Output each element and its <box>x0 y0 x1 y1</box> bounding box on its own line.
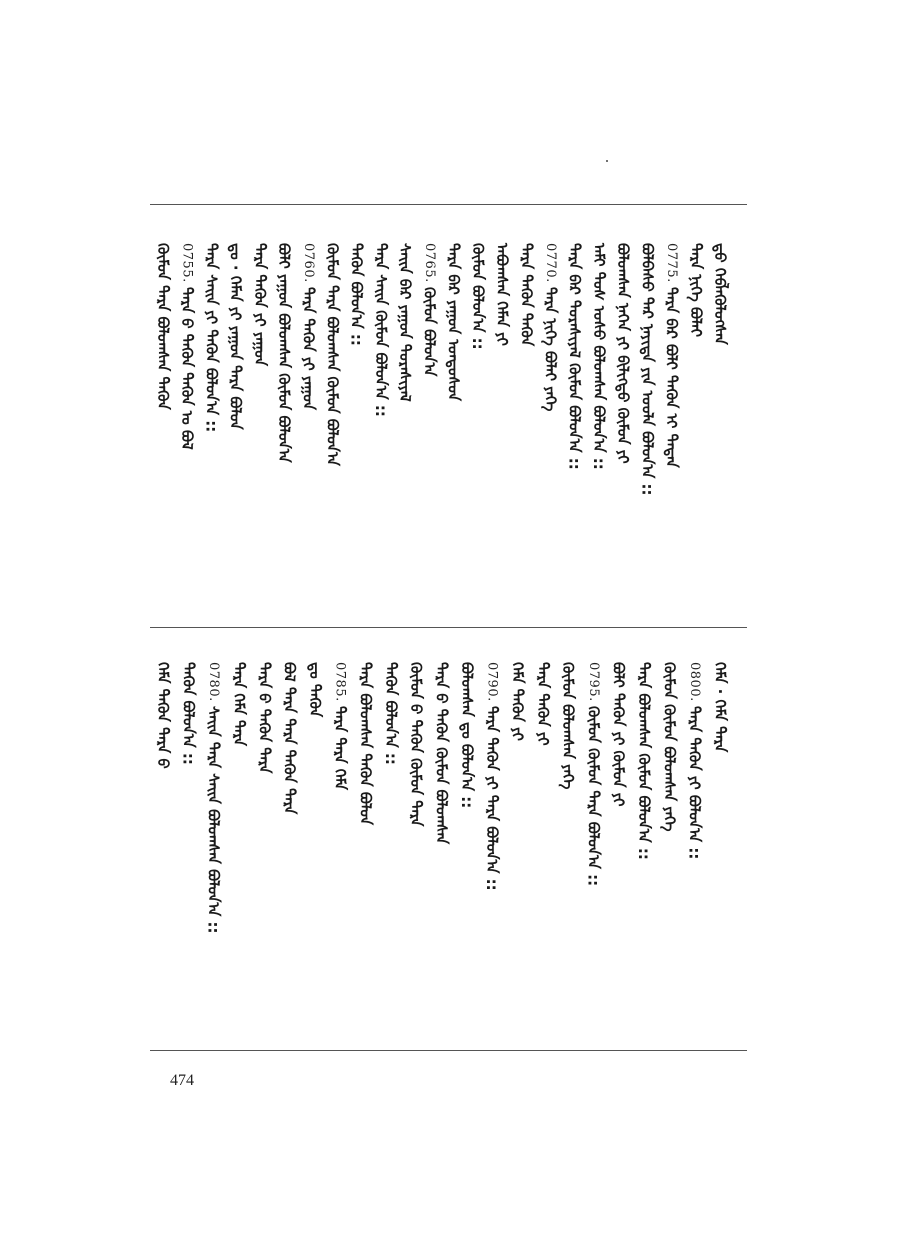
mongolian-text-line: ᠬᠦᠮᠦᠨ ᠪ ᠲᠡᠭᠦᠨ ᠬᠦᠮᠦᠨ ᠲᠡᠷᠡ <box>407 662 426 827</box>
mongolian-text-line: ᠲᠡᠷᠡ ᠪ ᠲᠡᠭᠦᠨ ᠲᠡᠷᠡ <box>255 662 274 774</box>
mongolian-text-line: ᠪᠤᠯᠤᠭᠰᠠᠨ ᠨᠡᠭᠡᠨ ᠶᠢ ᠪᠢᠯᠢᠭᠲᠦ ᠬᠦᠮᠦᠨ ᠶᠢ <box>614 243 633 464</box>
verse-column <box>247 243 273 613</box>
verse-column <box>586 243 612 613</box>
verse-column <box>465 243 491 613</box>
mongolian-text-line: ᠳ᠋ᠤ ᠬᠡᠪᠯᠡᠭᠦᠯᠦᠭᠰᠡᠨ <box>711 243 729 345</box>
mongolian-text-line: ᠲᠡᠷᠡ ᠪᠡᠷ ᠪᠣᠯᠢ ᠲᠡᠭᠦᠨ ᠢ ᠲᠡᠳᠡᠨ <box>662 286 681 468</box>
verse-column <box>504 662 530 1032</box>
mongolian-text-line: ᠬᠦᠮᠦᠨ ᠲᠡᠷᠡ ᠪᠣᠯᠤᠭᠰᠠᠨ ᠬᠦᠮᠦᠨ ᠪᠣᠯᠤᠨ᠎ᠠ <box>323 243 342 466</box>
mongolian-text-line: ᠬᠦᠮᠦᠨ ᠬᠦᠮᠦᠨ ᠲᠡᠷᠡ ᠪᠣᠯᠤᠨ᠎ᠠ :: <box>584 705 603 886</box>
mongolian-text-line: ᠲᠡᠷᠡ ᠲᠡᠭᠦᠨ ᠶᠢ ᠶᠠᠭᠤᠨ <box>250 243 269 367</box>
mongolian-text-line: ᠪᠣᠯᠤᠭᠰᠠᠨ ᠳᠤ ᠪᠣᠯᠤᠨ᠎ᠠ :: <box>457 662 476 809</box>
mongolian-text-line: ᠬᠦᠮᠦᠨ ᠪᠣᠯᠤᠨ᠎ᠠ :: <box>468 243 487 350</box>
mongolian-text-line: ᠬᠦᠮᠦᠨ ᠪᠣᠯᠤᠭᠰᠠᠨ ᠶᠡᠬᠡ <box>559 662 578 790</box>
verse-column <box>368 243 394 613</box>
verse-column <box>555 662 581 1032</box>
mongolian-text-line: ᠲᠡᠭᠦᠨ ᠪᠣᠯᠤᠨ᠎ᠠ :: <box>179 662 198 765</box>
mongolian-text-line: ᠲᠡᠷᠡ ᠪᠡᠷ ᠳᠤᠷᠠᠰᠢᠶᠠᠯ ᠬᠦᠮᠦᠨ ᠪᠣᠯᠤᠨ᠎ᠠ :: <box>565 243 584 470</box>
verse-column <box>271 243 297 613</box>
top-rule <box>150 204 747 205</box>
verse-column <box>562 243 588 613</box>
verse-column <box>226 662 252 1032</box>
mongolian-text-line: ᠳᠤ · ᠬᠡᠮᠡᠨ ᠶᠢ ᠶᠠᠭᠤᠨ ᠲᠡᠷᠡ ᠪᠣᠯᠤᠨ <box>226 243 245 430</box>
mongolian-text-line: ᠲᠡᠷᠡ ᠲᠡᠭᠦᠨ ᠶᠢ ᠶᠠᠭᠤᠨ <box>299 286 318 410</box>
verse-number: 0785. <box>332 662 348 702</box>
verse-column <box>659 243 685 613</box>
mongolian-text-line: ᠠᠪᠤᠭᠰᠠᠨ ᠬᠡᠮᠡᠨ ᠶᠢ <box>493 243 512 346</box>
verse-number: 0770. <box>542 243 558 283</box>
mongolian-text-line: ᠰᠠᠢᠨ ᠪᠡᠷ ᠶᠠᠭᠤᠨ ᠳᠤᠷᠠᠰᠢᠶᠠᠯ <box>396 243 415 402</box>
mongolian-text-line: ᠲᠡᠷᠡ ᠰᠠᠢᠨ ᠶᠢ ᠲᠡᠭᠦᠨ ᠪᠣᠯᠤᠨ᠎ᠠ :: <box>202 243 221 433</box>
verse-column <box>295 243 321 613</box>
mongolian-text-line: ᠲᠡᠷᠡ ᠬᠡᠮᠡ ᠲᠡᠷᠡ <box>229 662 248 747</box>
verse-number: 0795. <box>585 662 601 702</box>
mongolian-text-line: ᠲᠡᠷᠡ ᠰᠠᠢᠨ ᠬᠦᠮᠦᠨ ᠪᠣᠯᠤᠨ᠎ᠠ :: <box>371 243 390 417</box>
verse-column <box>656 662 682 1032</box>
verse-column <box>634 243 660 613</box>
verse-column <box>454 662 480 1032</box>
mongolian-text-line: ᠰᠠᠢᠨ ᠲᠡᠷᠡ ᠰᠠᠢᠨ ᠪᠣᠯᠤᠭᠰᠠᠨ ᠪᠣᠯᠤᠨ᠎ᠠ :: <box>204 705 223 934</box>
verse-column <box>344 243 370 613</box>
mongolian-text-line: ᠲᠡᠷᠡ ᠪᠣᠯᠤᠭᠰᠠᠨ ᠲᠡᠭᠦᠨ ᠪᠣᠯᠤᠨ <box>356 662 375 826</box>
mongolian-text-line: ᠲᠡᠷᠡ ᠨᠢᠭᠡ ᠪᠣᠯᠠᠢ <box>686 243 705 337</box>
scan-speck <box>606 160 608 162</box>
verse-number: 0775. <box>664 243 680 283</box>
verse-column <box>277 662 303 1032</box>
verse-column <box>320 243 346 613</box>
mongolian-text-line: ᠳᠤ ᠲᠡᠭᠦᠨ <box>305 662 324 718</box>
mongolian-text-line: ᠲᠡᠷᠡ ᠲᠡᠭᠦᠨ ᠶᠢ ᠲᠡᠷᠡ ᠪᠣᠯᠤᠨ᠎ᠠ :: <box>483 705 502 891</box>
verse-column <box>441 243 467 613</box>
mongolian-text-line: ᠲᠡᠷᠡ ᠨᠢᠭᠡ ᠪᠣᠯᠠᠢ ᠶᠡᠬᠡ <box>541 286 560 412</box>
mongolian-text-line: ᠪᠣᠯ ᠲᠡᠷᠡ ᠲᠡᠷᠡ ᠲᠡᠭᠦᠨ ᠲᠡᠷᠡ <box>280 662 299 815</box>
mongolian-text-line: ᠲᠡᠷᠡ ᠪᠣᠯᠤᠭᠰᠠᠨ ᠬᠦᠮᠦᠨ ᠪᠣᠯᠤᠨ᠎ᠠ :: <box>635 662 654 860</box>
verse-column <box>150 662 176 1032</box>
verse-column <box>392 243 418 613</box>
verse-column <box>378 662 404 1032</box>
verse-column <box>353 662 379 1032</box>
verse-number: 0755. <box>179 243 195 283</box>
verse-column <box>537 243 563 613</box>
verse-column <box>201 662 227 1032</box>
verse-column <box>707 243 733 613</box>
verse-column <box>302 662 328 1032</box>
verse-column <box>429 662 455 1032</box>
verse-number: 0780. <box>206 662 222 702</box>
verse-column <box>174 243 200 613</box>
mongolian-text-line: ᠲᠡᠷᠡ ᠲᠡᠭᠦᠨ ᠶᠢ ᠪᠣᠯᠤᠨ᠎ᠠ :: <box>685 705 704 860</box>
mongolian-text-line: ᠪᠣᠯᠢ ᠶᠠᠭᠤᠨ ᠪᠣᠯᠤᠭᠰᠠᠨ ᠬᠦᠮᠦᠨ ᠪᠣᠯᠤᠨ᠎ᠠ <box>275 243 294 463</box>
mongolian-text-line: ᠬᠡᠮᠡ · ᠬᠡᠮᠡ ᠲᠡᠷᠡ <box>711 662 729 753</box>
verse-number: 0765. <box>421 243 437 283</box>
verse-number: 0800. <box>687 662 703 702</box>
verse-column <box>251 662 277 1032</box>
middle-rule <box>150 627 747 628</box>
mongolian-text-line: ᠲᠡᠷᠡ ᠪ ᠲᠡᠭᠦᠨ ᠲᠡᠭᠦᠨ ᠤ ᠪᠣᠯ <box>178 286 197 450</box>
mongolian-text-line: ᠠᠮᠢ ᠲᠤᠰ ᠤᠰᠤ ᠪᠣᠯᠣᠭᠰᠠᠨ ᠪᠣᠯᠤᠨ᠎ᠠ :: <box>589 243 608 470</box>
verse-column <box>580 662 606 1032</box>
verse-column <box>223 243 249 613</box>
verse-column <box>682 662 708 1032</box>
bottom-rule <box>150 1050 747 1051</box>
mongolian-text-line: ᠲᠡᠷᠡ ᠪᠡᠷ ᠶᠠᠭᠤᠨ ᠤᠨᠳᠤᠰᠤᠨ <box>444 243 463 402</box>
verse-column <box>631 662 657 1032</box>
verse-column <box>606 662 632 1032</box>
page-number: 474 <box>170 1072 194 1089</box>
mongolian-text-line: ᠲᠡᠷᠡ ᠲᠡᠭᠦᠨ ᠲᠡᠭᠦᠨ <box>517 243 536 347</box>
mongolian-text-line: ᠲᠡᠭᠦᠨ ᠪᠣᠯᠤᠨ᠎ᠠ :: <box>347 243 366 346</box>
mongolian-text-line: ᠲᠡᠷᠡ ᠲᠡᠭᠦᠨ ᠶᠢ <box>533 662 552 746</box>
verse-column <box>707 662 733 1032</box>
mongolian-text-line: ᠬᠡᠮᠡ ᠲᠡᠭᠦᠨ ᠲᠡᠷᠡ ᠪ <box>154 662 172 769</box>
verse-column <box>175 662 201 1032</box>
mongolian-text-line: ᠲᠡᠭᠦᠨ ᠪᠣᠯᠤᠨ᠎ᠠ :: <box>381 662 400 765</box>
verse-column <box>150 243 176 613</box>
mongolian-text-line: ᠪᠣᠯᠢ ᠲᠡᠭᠦᠨ ᠶᠢ ᠬᠦᠮᠦᠨ ᠶᠢ <box>609 662 628 807</box>
verse-column <box>327 662 353 1032</box>
verse-column <box>489 243 515 613</box>
verse-column <box>530 662 556 1032</box>
mongolian-text-line: ᠬᠦᠮᠦᠨ ᠪᠣᠯᠤᠨ᠎ᠠ <box>420 286 439 377</box>
verse-number: 0790. <box>484 662 500 702</box>
verse-column <box>198 243 224 613</box>
mongolian-text-line: ᠲᠡᠷᠡ ᠲᠡᠷᠡ ᠬᠡᠮᠡ <box>331 705 350 790</box>
verse-column <box>416 243 442 613</box>
mongolian-text-line: ᠬᠡᠮᠡ ᠲᠡᠭᠦᠨ ᠶᠢ <box>508 662 527 741</box>
mongolian-text-line: ᠬᠦᠮᠦᠨ ᠬᠦᠮᠦᠨ ᠪᠣᠯᠤᠭᠰᠠᠨ ᠶᠡᠬᠡ <box>660 662 679 832</box>
verse-column <box>513 243 539 613</box>
mongolian-text-line: ᠬᠦᠮᠦᠨ ᠲᠡᠷᠡ ᠪᠣᠯᠤᠭᠰᠠᠨ ᠲᠡᠭᠦᠨ <box>154 243 172 410</box>
verse-column <box>479 662 505 1032</box>
mongolian-text-line: ᠪᠣᠯᠪᠠᠰᠤ ᠲᠡᠷ ᠨᠡᠶᠢᠲᠡ ᠶᠢᠨ ᠤᠤᠯᠠ ᠪᠣᠯᠤᠨ᠎ᠠ :: <box>638 243 657 496</box>
verse-number: 0760. <box>300 243 316 283</box>
verse-column <box>610 243 636 613</box>
verse-column <box>403 662 429 1032</box>
mongolian-text-line: ᠲᠡᠷᠡ ᠪ ᠲᠡᠭᠦᠨ ᠬᠦᠮᠦᠨ ᠪᠣᠯᠤᠭᠰᠠᠨ <box>432 662 451 845</box>
verse-column <box>683 243 709 613</box>
